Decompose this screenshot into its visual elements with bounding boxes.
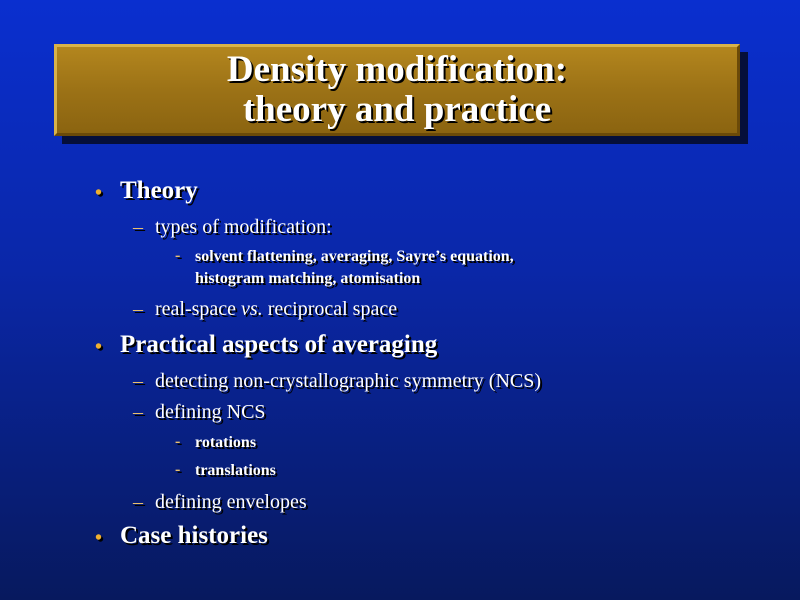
hyphen-icon: - [175,461,181,478]
slide-title-box [54,44,740,136]
item-real-vs-reciprocal [155,298,397,321]
bullet-icon: • [95,182,103,204]
bullet-icon: • [95,527,103,549]
slide-title-line-1: Density modification: [226,49,568,90]
detail-modification-list-1: solvent flattening, averaging, Sayre’s equation, [195,248,514,265]
section-theory: Theory [120,177,198,204]
item-real-vs-reciprocal-post: reciprocal space [262,298,398,320]
item-detecting-ncs: detecting non-crystallographic symmetry (NCS) [155,370,542,392]
section-case-histories: Case histories [120,522,268,549]
hyphen-icon: - [175,247,181,264]
dash-icon: – [133,216,143,238]
slide-title-line-2: theory and practice [242,89,552,130]
item-types-of-modification: types of modification: [155,216,332,238]
section-practical-aspects: Practical aspects of averaging [120,331,438,358]
dash-icon: – [133,491,143,513]
dash-icon: – [133,298,143,320]
item-defining-ncs: defining NCS [155,401,266,423]
item-defining-envelopes: defining envelopes [155,491,307,513]
dash-icon: – [133,401,143,423]
detail-translations: translations [195,462,276,479]
item-real-vs-reciprocal-pre: real-space [155,298,242,320]
detail-modification-list-2: histogram matching, atomisation [195,270,421,287]
dash-icon: – [133,370,143,392]
bullet-icon: • [95,336,103,358]
item-real-vs-reciprocal-em: vs. [241,298,263,320]
hyphen-icon: - [175,433,181,450]
detail-rotations: rotations [195,434,257,451]
